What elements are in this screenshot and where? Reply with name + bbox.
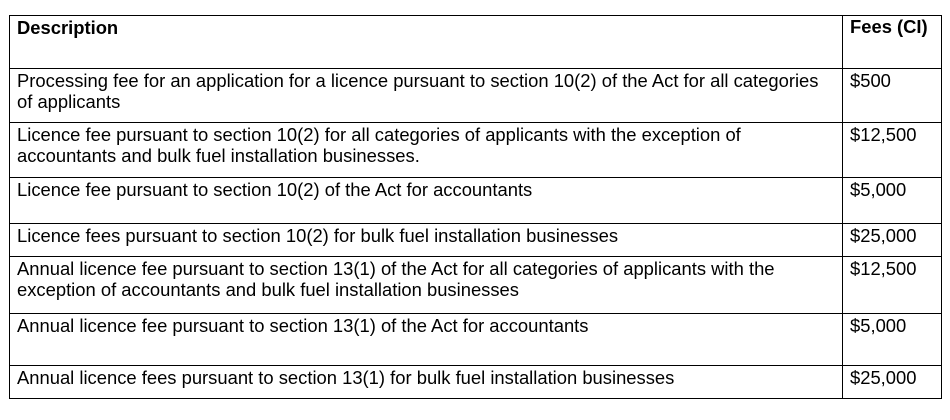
fee-amount-cell: $12,500 xyxy=(843,257,942,314)
fee-description-cell: Processing fee for an application for a licence pursuant to section 10(2) of the Act for all categories of applicants xyxy=(10,69,843,123)
table-row xyxy=(10,257,942,314)
fees-table xyxy=(9,15,942,399)
fees-column-header-label: Fees (CI) xyxy=(850,16,928,37)
table-row xyxy=(10,69,942,123)
table-row xyxy=(10,314,942,366)
table-row xyxy=(10,224,942,257)
fee-amount-cell: $500 xyxy=(843,69,942,123)
description-column-header: Description xyxy=(10,16,843,69)
fee-amount-cell: $5,000 xyxy=(843,314,942,366)
fees-column-header xyxy=(843,16,942,69)
fee-description-cell: Annual licence fees pursuant to section 13(1) for bulk fuel installation businesses xyxy=(10,366,843,399)
table-row xyxy=(10,123,942,178)
fee-amount-cell: $5,000 xyxy=(843,178,942,224)
fee-amount-cell: $25,000 xyxy=(843,366,942,399)
fee-amount-cell: $25,000 xyxy=(843,224,942,257)
fee-description-cell: Annual licence fee pursuant to section 13(1) of the Act for accountants xyxy=(10,314,843,366)
table-row xyxy=(10,178,942,224)
fee-description-cell: Annual licence fee pursuant to section 13(1) of the Act for all categories of applicants with the exception of accountants and bulk fuel installation businesses xyxy=(10,257,843,314)
table-row xyxy=(10,366,942,399)
fee-description-cell: Licence fees pursuant to section 10(2) for bulk fuel installation businesses xyxy=(10,224,843,257)
fee-description-cell: Licence fee pursuant to section 10(2) for all categories of applicants with the exception of accountants and bulk fuel installation businesses. xyxy=(10,123,843,178)
fee-amount-cell: $12,500 xyxy=(843,123,942,178)
fee-description-cell: Licence fee pursuant to section 10(2) of the Act for accountants xyxy=(10,178,843,224)
table-header-row xyxy=(10,16,942,69)
